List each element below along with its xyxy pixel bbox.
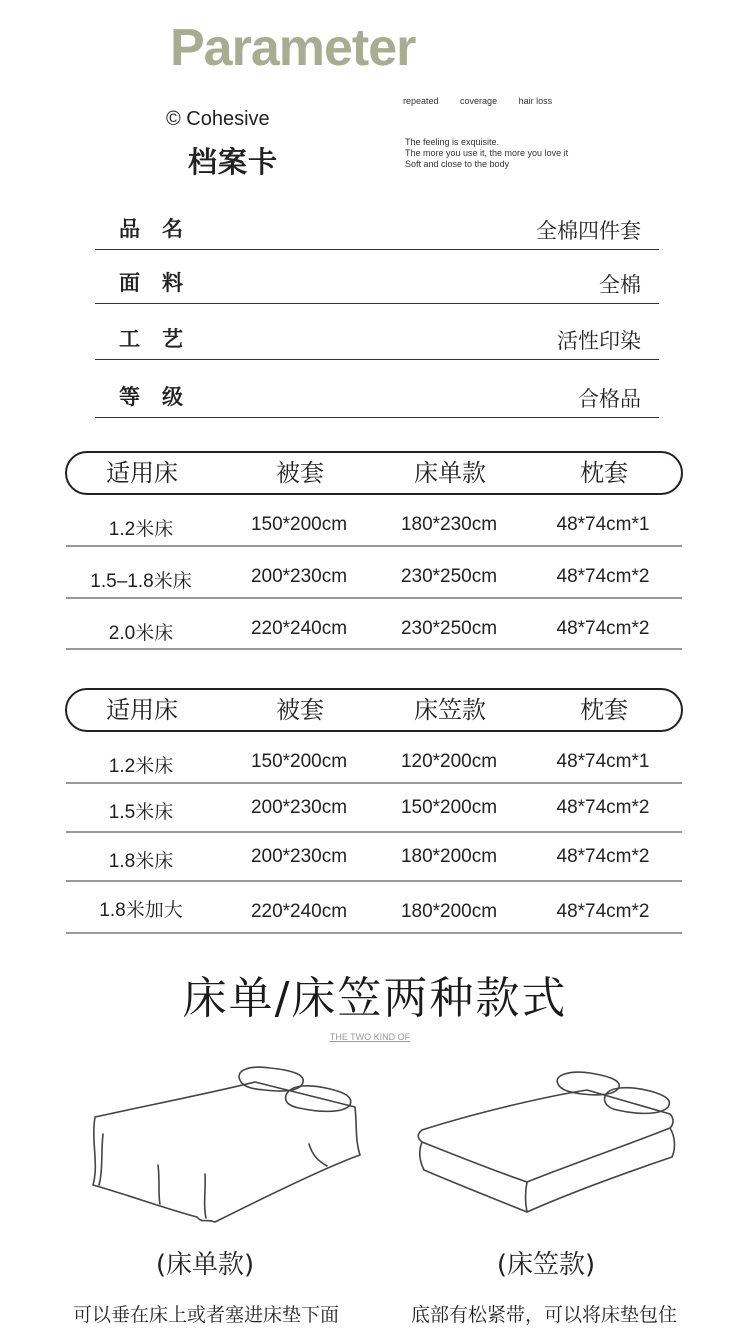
header-cell: 枕套 <box>580 459 628 487</box>
cell: 220*240cm <box>250 901 348 922</box>
attr-value: 合格品 <box>578 387 641 411</box>
table-row <box>66 797 682 833</box>
tag: repeated <box>403 96 439 106</box>
cell: 1.5米床 <box>108 802 174 823</box>
table-row <box>66 895 682 934</box>
tag-list <box>403 96 571 106</box>
attr-row-fabric <box>95 254 659 304</box>
header-cell: 床笠款 <box>414 696 486 724</box>
cell: 230*250cm <box>400 618 498 639</box>
sheet-note: 可以垂在床上或者塞进床垫下面 <box>72 1304 339 1326</box>
header-cell: 被套 <box>276 696 324 724</box>
attr-value: 全棉四件套 <box>536 219 641 243</box>
cell: 48*74cm*1 <box>556 751 650 772</box>
cell: 1.2米床 <box>108 756 174 777</box>
cell: 120*200cm <box>400 751 498 772</box>
description <box>405 137 568 170</box>
cell: 2.0米床 <box>108 623 174 644</box>
cell: 150*200cm <box>400 797 498 818</box>
table-row <box>66 618 682 650</box>
attr-row-grade <box>95 368 659 418</box>
cell: 150*200cm <box>250 514 348 535</box>
table-row <box>66 846 682 882</box>
table1-header <box>65 451 683 495</box>
cell: 230*250cm <box>400 566 498 587</box>
desc-line: Soft and close to the body <box>405 159 510 169</box>
table-row <box>66 514 682 547</box>
header-cell: 枕套 <box>580 696 628 724</box>
desc-line: The feeling is exquisite. <box>405 137 500 147</box>
cell: 48*74cm*2 <box>556 566 650 587</box>
cell: 200*230cm <box>250 566 348 587</box>
header-cell: 床单款 <box>414 459 486 487</box>
cell: 1.2米床 <box>108 519 174 540</box>
attr-key: 品名 <box>119 217 205 241</box>
flat-sheet-illustration <box>85 1062 370 1237</box>
cell: 180*200cm <box>400 846 498 867</box>
attr-key: 工艺 <box>119 327 205 351</box>
attr-key: 面料 <box>119 271 205 295</box>
cell: 48*74cm*1 <box>556 514 650 535</box>
fitted-note: 底部有松紧带，可以将床垫包住 <box>410 1304 677 1326</box>
fitted-caption: (床笠款) <box>496 1250 596 1280</box>
table-row <box>66 751 682 784</box>
cell: 180*230cm <box>400 514 498 535</box>
sheet-caption: (床单款) <box>155 1250 255 1280</box>
header-cell: 适用床 <box>106 459 178 487</box>
cell: 48*74cm*2 <box>556 846 650 867</box>
cell: 48*74cm*2 <box>556 901 650 922</box>
cell: 220*240cm <box>250 618 348 639</box>
section-subtitle: THE TWO KIND OF <box>329 1032 411 1042</box>
cell: 1.8米加大 <box>99 900 183 921</box>
header-cell: 适用床 <box>106 696 178 724</box>
attr-row-craft <box>95 310 659 360</box>
table2-header <box>65 688 683 732</box>
cell: 1.5–1.8米床 <box>90 571 192 592</box>
cell: 200*230cm <box>250 797 348 818</box>
attr-value: 全棉 <box>599 273 641 297</box>
section-title: 床单/床笠两种款式 <box>182 973 568 1024</box>
attr-key: 等级 <box>119 385 205 409</box>
page-title: Parameter <box>170 19 416 77</box>
card-label: 档案卡 <box>188 145 279 179</box>
cell: 200*230cm <box>250 846 348 867</box>
fitted-sheet-illustration <box>412 1062 682 1222</box>
tag: hair loss <box>518 96 553 106</box>
cell: 48*74cm*2 <box>556 797 650 818</box>
table-row <box>66 566 682 599</box>
header-cell: 被套 <box>276 459 324 487</box>
brand-name: © Cohesive <box>166 108 270 130</box>
tag: coverage <box>460 96 498 106</box>
attr-row-name <box>95 200 659 250</box>
cell: 48*74cm*2 <box>556 618 650 639</box>
attr-value: 活性印染 <box>557 329 641 353</box>
cell: 180*200cm <box>400 901 498 922</box>
cell: 1.8米床 <box>108 851 174 872</box>
desc-line: The more you use it, the more you love it <box>405 148 569 158</box>
cell: 150*200cm <box>250 751 348 772</box>
